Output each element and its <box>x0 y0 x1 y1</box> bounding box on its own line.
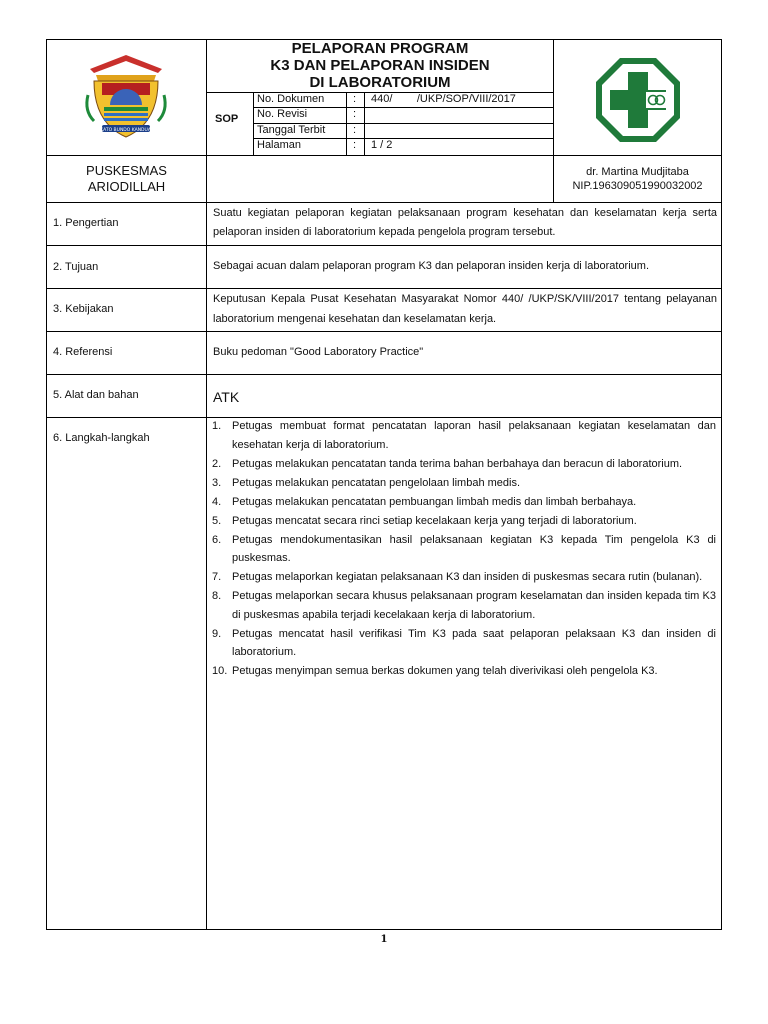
org-name-line-2: ARIODILLAH <box>87 179 166 194</box>
step-text: Petugas melaporkan secara khusus pelaksanaan program keselamatan dan insiden kepada tim K3 di puskesmas apabila terjadi kecelakaan kerja di laboratorium. <box>232 590 716 621</box>
health-cross-icon <box>594 56 682 144</box>
meta-col-line <box>346 92 347 156</box>
step-number: 8. <box>212 590 222 602</box>
meta-value-no-dokumen: 440/ /UKP/SOP/VIII/2017 <box>371 93 516 105</box>
step-number: 3. <box>212 476 222 489</box>
section-text-referensi: Buku pedoman "Good Laboratory Practice" <box>213 346 424 358</box>
emblem-icon <box>80 51 172 143</box>
steps-list <box>212 417 716 681</box>
list-item <box>212 568 716 587</box>
document-title-line-1: PELAPORAN PROGRAM <box>291 40 469 57</box>
section-label-pengertian: 1. Pengertian <box>53 217 119 229</box>
document-title-line-3: DI LABORATORIUM <box>309 74 451 91</box>
step-number: 9. <box>212 627 222 640</box>
list-item <box>212 493 716 512</box>
section-text-alat: ATK <box>213 389 240 405</box>
step-text: Petugas membuat format pencatatan laporan hasil pelaksanaan kegiatan keselamatan dan kesehatan kerja di laboratorium. <box>232 420 716 451</box>
page-number: 1 <box>380 934 388 945</box>
list-item <box>212 417 716 454</box>
org-name-line-1: PUSKESMAS <box>86 163 167 178</box>
svg-text:SAKATO BUNDO KANDUANG: SAKATO BUNDO KANDUANG <box>94 128 158 133</box>
health-cross-logo <box>594 56 682 144</box>
list-item <box>212 662 716 681</box>
step-text: Petugas mendokumentasikan hasil pelaksanaan kegiatan K3 kepada Tim pengelola K3 di puskesmas. <box>232 533 716 564</box>
meta-value-halaman: 1 / 2 <box>371 139 393 151</box>
label-column-divider <box>206 202 207 930</box>
section-label-alat: 5. Alat dan bahan <box>53 389 139 401</box>
step-text: Petugas melakukan pencatatan pembuangan limbah medis dan limbah berbahaya. <box>232 495 637 508</box>
meta-label-no-revisi: No. Revisi <box>257 108 308 120</box>
meta-label-no-dokumen: No. Dokumen <box>257 93 325 105</box>
sop-label: SOP <box>215 113 239 125</box>
step-text: Petugas menyimpan semua berkas dokumen yang telah diverivikasi oleh pengelola K3. <box>232 665 658 677</box>
meta-sep: : <box>353 108 357 120</box>
org-middle-cell <box>206 155 554 203</box>
section-text-pengertian: Suatu kegiatan pelaporan kegiatan pelaksanaan program kesehatan dan keselamatan kerja serta pelaporan insiden di laboratorium kepada pengelola program tersebut. <box>213 207 717 238</box>
step-number: 1. <box>212 420 222 432</box>
regional-emblem-logo <box>80 51 172 143</box>
meta-sep: : <box>353 93 357 105</box>
list-item <box>212 587 716 624</box>
sop-document <box>46 39 722 929</box>
signer-name: dr. Martina Mudjitaba <box>586 166 689 178</box>
step-number: 7. <box>212 571 222 583</box>
step-number: 5. <box>212 514 222 527</box>
step-number: 10. <box>212 665 228 677</box>
step-text: Petugas mencatat hasil verifikasi Tim K3 pada saat pelaporan pelaksaan K3 dan insiden di laboratorium. <box>232 627 716 658</box>
section-label-tujuan: 2. Tujuan <box>53 261 99 273</box>
document-title-line-2: K3 DAN PELAPORAN INSIDEN <box>270 57 490 74</box>
list-item <box>212 455 716 474</box>
step-text: Petugas melakukan pencatatan pengelolaan limbah medis. <box>232 476 521 489</box>
meta-col-line <box>364 92 365 156</box>
section-label-langkah: 6. Langkah-langkah <box>53 432 150 444</box>
section-row-alat <box>46 374 722 418</box>
meta-label-tanggal-terbit: Tanggal Terbit <box>257 124 326 136</box>
signer-nip: NIP.196309051990032002 <box>572 180 703 192</box>
meta-sep: : <box>353 124 357 136</box>
meta-sep: : <box>353 139 357 151</box>
section-label-referensi: 4. Referensi <box>53 346 113 358</box>
step-text: Petugas mencatat secara rinci setiap kecelakaan kerja yang terjadi di laboratorium. <box>232 514 637 527</box>
list-item <box>212 531 716 568</box>
section-text-kebijakan: Keputusan Kepala Pusat Kesehatan Masyarakat Nomor 440/ /UKP/SK/VIII/2017 tentang pelayanan laboratorium mengenai kesehatan dan keselamatan kerja. <box>213 293 717 325</box>
section-label-kebijakan: 3. Kebijakan <box>53 303 114 315</box>
step-number: 4. <box>212 495 222 508</box>
step-text: Petugas melakukan pencatatan tanda terima bahan berbahaya dan beracun di laboratorium. <box>232 457 683 470</box>
step-number: 2. <box>212 457 222 470</box>
list-item <box>212 625 716 662</box>
section-text-tujuan: Sebagai acuan dalam pelaporan program K3 dan pelaporan insiden kerja di laboratorium. <box>213 260 650 272</box>
list-item <box>212 474 716 493</box>
step-number: 6. <box>212 533 222 546</box>
list-item <box>212 512 716 531</box>
step-text: Petugas melaporkan kegiatan pelaksanaan K3 dan insiden di puskesmas secara rutin (bulanan). <box>232 571 703 583</box>
meta-label-halaman: Halaman <box>257 139 302 151</box>
